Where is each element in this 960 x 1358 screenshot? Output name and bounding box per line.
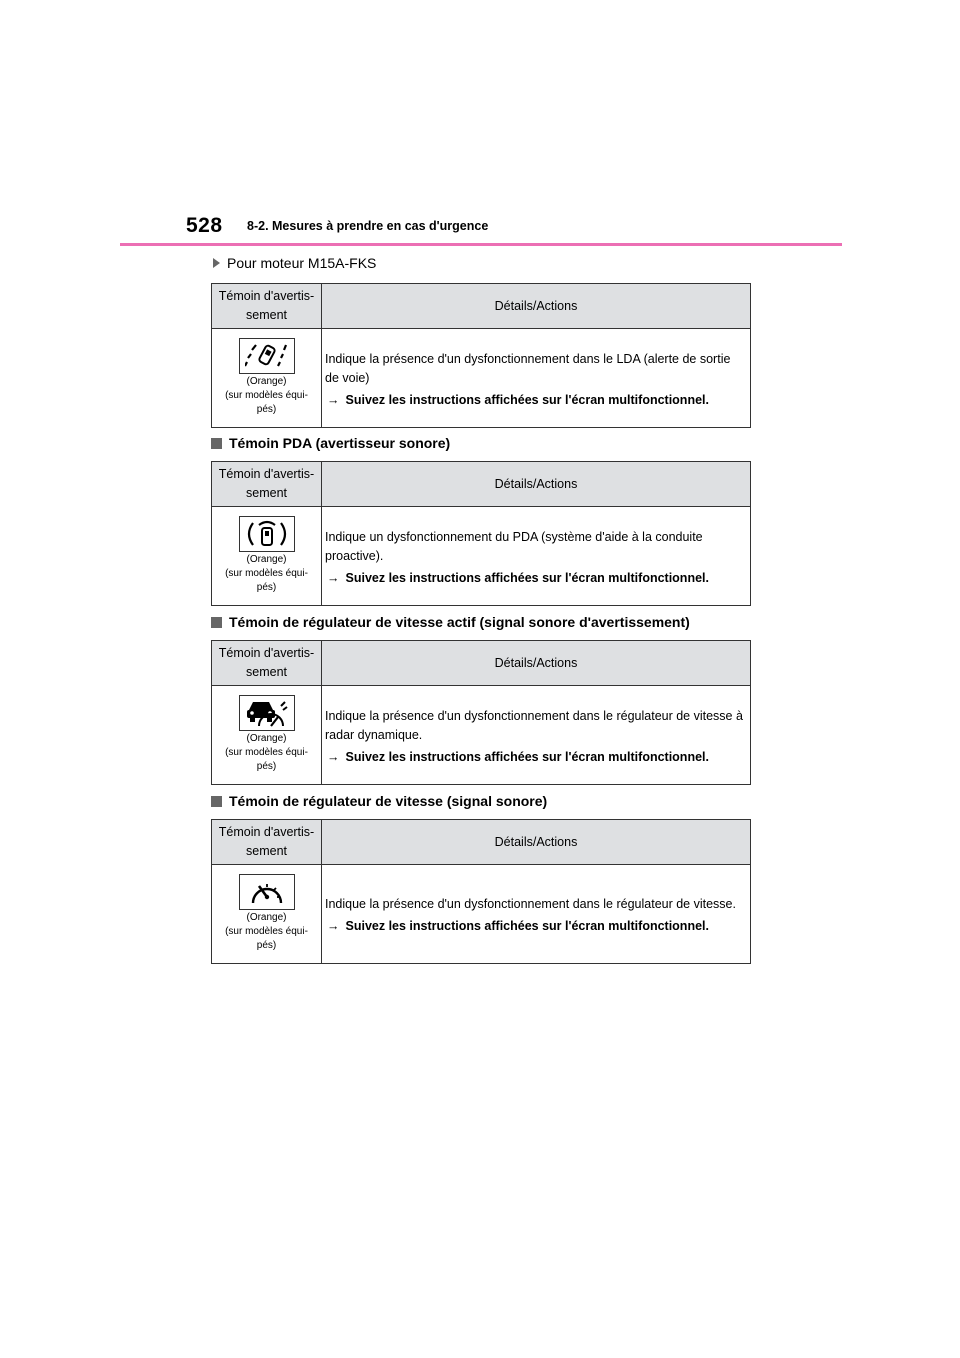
page-number: 528 bbox=[186, 214, 223, 237]
icon-equipped-note: (sur modèles équi-pés) bbox=[225, 926, 308, 951]
section-title: 8-2. Mesures à prendre en cas d'urgence bbox=[247, 219, 489, 233]
section-heading-label: Témoin de régulateur de vitesse actif (signal sonore d'avertissement) bbox=[229, 614, 690, 630]
section-heading-label: Témoin de régulateur de vitesse (signal sonore) bbox=[229, 793, 548, 809]
detail-text: Indique un dysfonctionnement du PDA (système d'aide à la conduite proactive). bbox=[325, 529, 703, 563]
icon-cell bbox=[212, 865, 322, 964]
icon-color-note: (Orange) bbox=[246, 376, 287, 387]
col-header-warning-light: Témoin d'avertis- sement bbox=[212, 284, 322, 329]
detail-text: Indique la présence d'un dysfonctionnement dans le régulateur de vitesse. bbox=[325, 897, 736, 911]
arrow-icon: → bbox=[327, 570, 340, 585]
warning-table-pda bbox=[211, 461, 751, 606]
header-rule bbox=[120, 243, 842, 246]
section-heading-label: Témoin PDA (avertisseur sonore) bbox=[229, 435, 451, 451]
arrow-icon: → bbox=[327, 919, 340, 933]
section-heading-active-cruise bbox=[211, 614, 690, 630]
square-bullet-icon bbox=[211, 617, 222, 628]
col-header-warning-light: Témoin d'avertis- sement bbox=[212, 641, 322, 686]
lane-departure-icon bbox=[239, 338, 295, 374]
warning-table-radar-cruise bbox=[211, 640, 751, 785]
square-bullet-icon bbox=[211, 438, 222, 449]
square-bullet-icon bbox=[211, 796, 222, 807]
details-cell bbox=[322, 329, 751, 428]
col-header-details: Détails/Actions bbox=[322, 820, 751, 865]
action-text: Suivez les instructions affichées sur l'écran multifonctionnel. bbox=[345, 919, 709, 933]
pda-icon bbox=[239, 516, 295, 552]
warning-table-lda bbox=[211, 283, 751, 428]
arrow-icon: → bbox=[327, 749, 340, 764]
icon-color-note: (Orange) bbox=[246, 733, 287, 744]
details-cell bbox=[322, 686, 751, 785]
icon-cell bbox=[212, 507, 322, 606]
icon-equipped-note: (sur modèles équi-pés) bbox=[225, 568, 308, 593]
radar-cruise-icon bbox=[239, 695, 295, 731]
action-row bbox=[325, 750, 746, 764]
warning-table-cruise bbox=[211, 819, 751, 964]
section-heading-pda bbox=[211, 435, 450, 451]
icon-color-note: (Orange) bbox=[246, 554, 287, 565]
icon-color-note: (Orange) bbox=[246, 912, 287, 923]
col-header-details: Détails/Actions bbox=[322, 284, 751, 329]
detail-text: Indique la présence d'un dysfonctionnement dans le LDA (alerte de sortie de voie) bbox=[325, 351, 731, 385]
icon-equipped-note: (sur modèles équi-pés) bbox=[225, 747, 308, 772]
col-header-details: Détails/Actions bbox=[322, 462, 751, 507]
icon-cell bbox=[212, 686, 322, 785]
action-text: Suivez les instructions affichées sur l'écran multifonctionnel. bbox=[345, 749, 709, 764]
details-cell bbox=[322, 865, 751, 964]
triangle-bullet-icon bbox=[213, 258, 220, 268]
col-header-warning-light: Témoin d'avertis- sement bbox=[212, 462, 322, 507]
action-row bbox=[325, 919, 746, 933]
action-row bbox=[325, 571, 746, 585]
icon-equipped-note: (sur modèles équi-pés) bbox=[225, 390, 308, 415]
detail-text: Indique la présence d'un dysfonctionnement dans le régulateur de vitesse à radar dynamique. bbox=[325, 708, 743, 742]
arrow-icon: → bbox=[327, 392, 340, 407]
engine-subhead bbox=[213, 255, 376, 271]
col-header-warning-light: Témoin d'avertis- sement bbox=[212, 820, 322, 865]
engine-subhead-label: Pour moteur M15A-FKS bbox=[227, 255, 377, 271]
action-row bbox=[325, 393, 746, 407]
icon-cell bbox=[212, 329, 322, 428]
section-heading-cruise bbox=[211, 793, 547, 809]
col-header-details: Détails/Actions bbox=[322, 641, 751, 686]
cruise-control-icon bbox=[239, 874, 295, 910]
action-text: Suivez les instructions affichées sur l'écran multifonctionnel. bbox=[345, 570, 709, 585]
details-cell bbox=[322, 507, 751, 606]
action-text: Suivez les instructions affichées sur l'écran multifonctionnel. bbox=[345, 392, 709, 407]
